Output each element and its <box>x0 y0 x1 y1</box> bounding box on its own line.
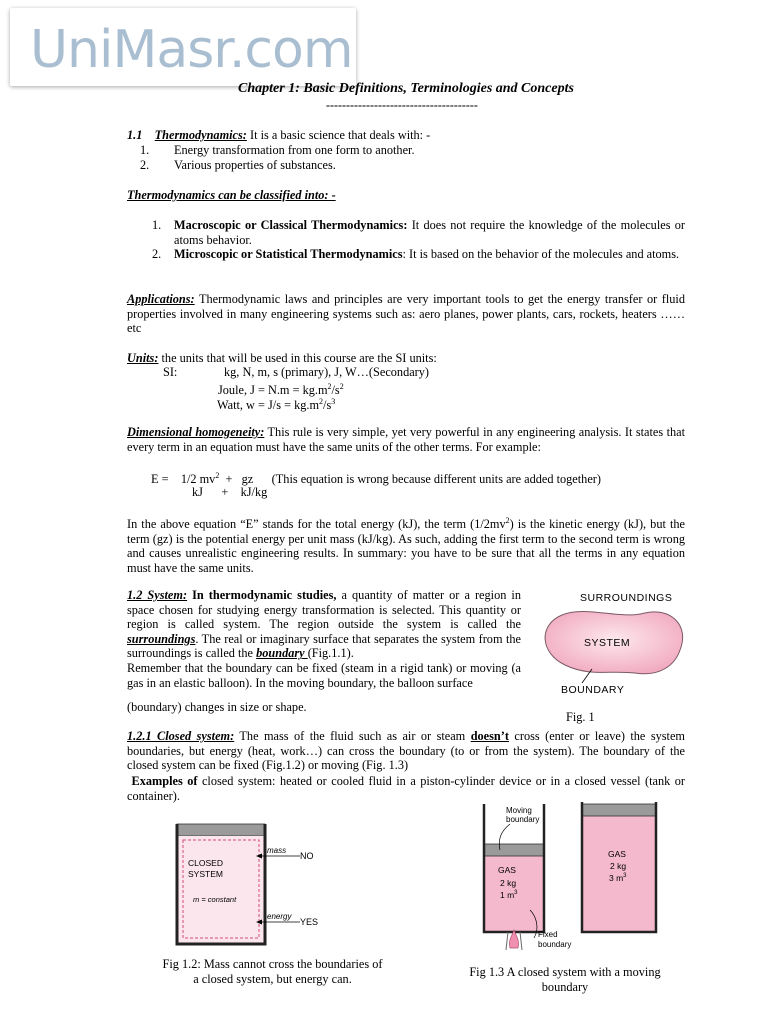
no-label: NO <box>300 851 314 861</box>
units-paragraph <box>127 351 685 366</box>
piston <box>484 844 544 856</box>
page-title: Chapter 1: Basic Definitions, Terminologies and Concepts <box>238 81 574 96</box>
system-bold: In thermodynamic studies, <box>187 588 337 602</box>
dimensional-paragraph <box>127 425 685 454</box>
equation-b: + gz (This equation is wrong because different units are added together) <box>219 472 601 487</box>
fixed-label-1: Fixed <box>538 930 558 939</box>
superscript: 3 <box>331 397 336 406</box>
tank-lid <box>177 824 265 836</box>
dimensional-text: This rule is very simple, yet very powerful in any engineering analysis. It states that every term in an equation must have the same units of the other terms. For example: <box>127 425 686 454</box>
list-text: Various properties of substances. <box>174 158 336 172</box>
thermodynamics-heading: Thermodynamics: <box>154 128 247 142</box>
caption-line: Fig 1.2: Mass cannot cross the boundaries of <box>162 957 383 971</box>
mass-constant-label: m = constant <box>193 895 237 904</box>
explanation-a: In the above equation “E” stands for the total energy (kJ), the term (1/2mv <box>127 517 506 532</box>
volume-label-left: 1 $m^3$ <box>500 890 518 900</box>
closed-label: CLOSED <box>188 858 223 868</box>
moving-label-2: boundary <box>506 815 540 824</box>
closed-heading: 1.2.1 Closed system: <box>127 729 235 743</box>
list-number: 1. <box>140 143 150 157</box>
equation-explanation <box>127 514 685 575</box>
system-text-end: (boundary) changes in size or shape. <box>127 700 307 714</box>
list-body: : It is based on the behavior of the molecules and atoms. <box>402 247 680 261</box>
applications-heading: Applications: <box>127 292 195 306</box>
system-text: a quantity of matter or a region in space chosen for studying energy transformation is selected. This quantity or region is called system. The region outside the system is called the <box>127 588 521 632</box>
equation-units: kJ + kJ/kg <box>192 485 268 499</box>
classified-heading-text: Thermodynamics can be classified into: - <box>127 188 336 202</box>
caption-line: Fig 1.3 A closed system with a moving <box>469 965 661 979</box>
units-text: the units that will be used in this course are the SI units: <box>158 351 437 365</box>
surroundings-term: surroundings <box>127 631 196 646</box>
piston-cylinder-diagram <box>470 800 700 960</box>
surroundings-label: SURROUNDINGS <box>580 592 673 604</box>
closed-tank-diagram <box>160 818 330 953</box>
piston-right <box>582 804 656 816</box>
energy-label: energy <box>267 912 292 921</box>
title-rule: -------------------------------------- <box>326 98 478 112</box>
volume-label-right: 3 $m^3$ <box>609 873 627 883</box>
list-body: It does not require the knowledge of the molecules or atoms behavior. <box>174 218 685 247</box>
list-text <box>174 218 685 247</box>
applications-text: Thermodynamic laws and principles are very important tools to get the energy transfer or fluid properties involved in many engineering systems such as: aero planes, power plants, cars, rockets, heaters …… etc <box>127 292 685 336</box>
examples-paragraph <box>127 774 685 803</box>
logo-text: UniMasr.com <box>30 20 353 80</box>
list-text: Energy transformation from one form to another. <box>174 143 415 157</box>
section-number: 1.1 <box>127 128 143 142</box>
joule-text: Joule, J = N.m = kg.m <box>218 383 328 398</box>
superscript: 2 <box>505 516 510 525</box>
examples-text: closed system: heated or cooled fluid in a piston-cylinder device or in a closed vessel (tank or container). <box>127 774 685 803</box>
system-diagram <box>530 585 690 727</box>
system-heading: 1.2 System: <box>127 588 188 602</box>
superscript: 2 <box>319 397 324 406</box>
watt-line <box>217 395 335 413</box>
system-paragraph <box>127 588 521 690</box>
dimensional-heading: Dimensional homogeneity: <box>127 425 265 439</box>
si-units-line: kg, N, m, s (primary), J, W…(Secondary) <box>224 365 430 379</box>
caption-line: boundary <box>541 979 589 994</box>
doesnt-term: doesn’t <box>470 729 509 743</box>
explanation-b: ) is the kinetic energy (kJ), but the term (gz) is the potential energy per unit mass (kJ/kg). As such, adding the first term to the second term is wrong and causes unrealistic engineering results. In summary: you have to be sure that all the terms in any equation must have the same units. <box>127 517 685 575</box>
closed-text: cross (enter or leave) the system boundaries, but energy (heat, work…) can cross the boundary (to or from the system). The boundary of the closed system can be fixed (Fig.1.2) or moving (Fig. 1.3) <box>127 729 685 773</box>
moving-label-1: Moving <box>506 806 532 815</box>
yes-label: YES <box>300 917 319 927</box>
superscript: 2 <box>339 382 344 391</box>
joule-text-b: /s <box>331 383 340 398</box>
thermodynamics-text: It is a basic science that deals with: - <box>246 128 431 142</box>
mass-label: mass <box>267 846 287 855</box>
list-bold: Microscopic or Statistical Thermodynamics <box>174 247 403 261</box>
boundary-term: boundary <box>256 646 308 661</box>
system-text: (Fig.1.1). <box>307 646 354 661</box>
list-text <box>174 247 685 262</box>
si-label: SI: <box>163 365 178 379</box>
caption-line: a closed system, but energy can. <box>193 971 352 986</box>
list-number: 2. <box>152 247 162 261</box>
kg-label-right: 2 kg <box>610 861 627 871</box>
fig1-caption: Fig. 1 <box>566 710 595 724</box>
applications-paragraph <box>127 292 685 336</box>
list-number: 1. <box>152 218 162 232</box>
system-text: Remember that the boundary can be fixed (steam in a rigid tank) or moving (a gas in an elastic balloon). In the moving boundary, the balloon surface <box>127 660 521 690</box>
system-text: . The real or imaginary surface that separates the system from the surroundings is called the <box>127 631 521 661</box>
gas-label-right: GAS <box>608 849 626 859</box>
site-logo <box>10 8 356 86</box>
closed-text: The mass of the fluid such as air or steam <box>234 729 471 743</box>
boundary-label: BOUNDARY <box>561 684 625 696</box>
list-bold: Macroscopic or Classical Thermodynamics: <box>174 218 408 232</box>
closed-system-paragraph <box>127 729 685 773</box>
gas-label-left: GAS <box>498 865 516 875</box>
examples-bold: Examples of <box>131 774 198 788</box>
fig12-caption <box>150 957 395 986</box>
watt-text-b: /s <box>323 398 332 413</box>
fixed-label-2: boundary <box>538 940 572 949</box>
list-number: 2. <box>140 158 150 172</box>
superscript: 2 <box>215 471 220 480</box>
tank-fluid <box>177 836 265 944</box>
system-label: SYSTEM <box>188 869 223 879</box>
fig13-caption <box>455 965 675 994</box>
classified-heading <box>127 188 685 203</box>
kg-label-left: 2 kg <box>500 878 517 888</box>
units-heading: Units: <box>127 351 159 365</box>
watt-text: Watt, w = J/s = kg.m <box>217 398 320 413</box>
superscript: 2 <box>327 382 332 391</box>
equation-a: E = 1/2 mv <box>151 472 216 487</box>
system-label: SYSTEM <box>584 637 631 649</box>
section-thermodynamics <box>127 128 685 143</box>
